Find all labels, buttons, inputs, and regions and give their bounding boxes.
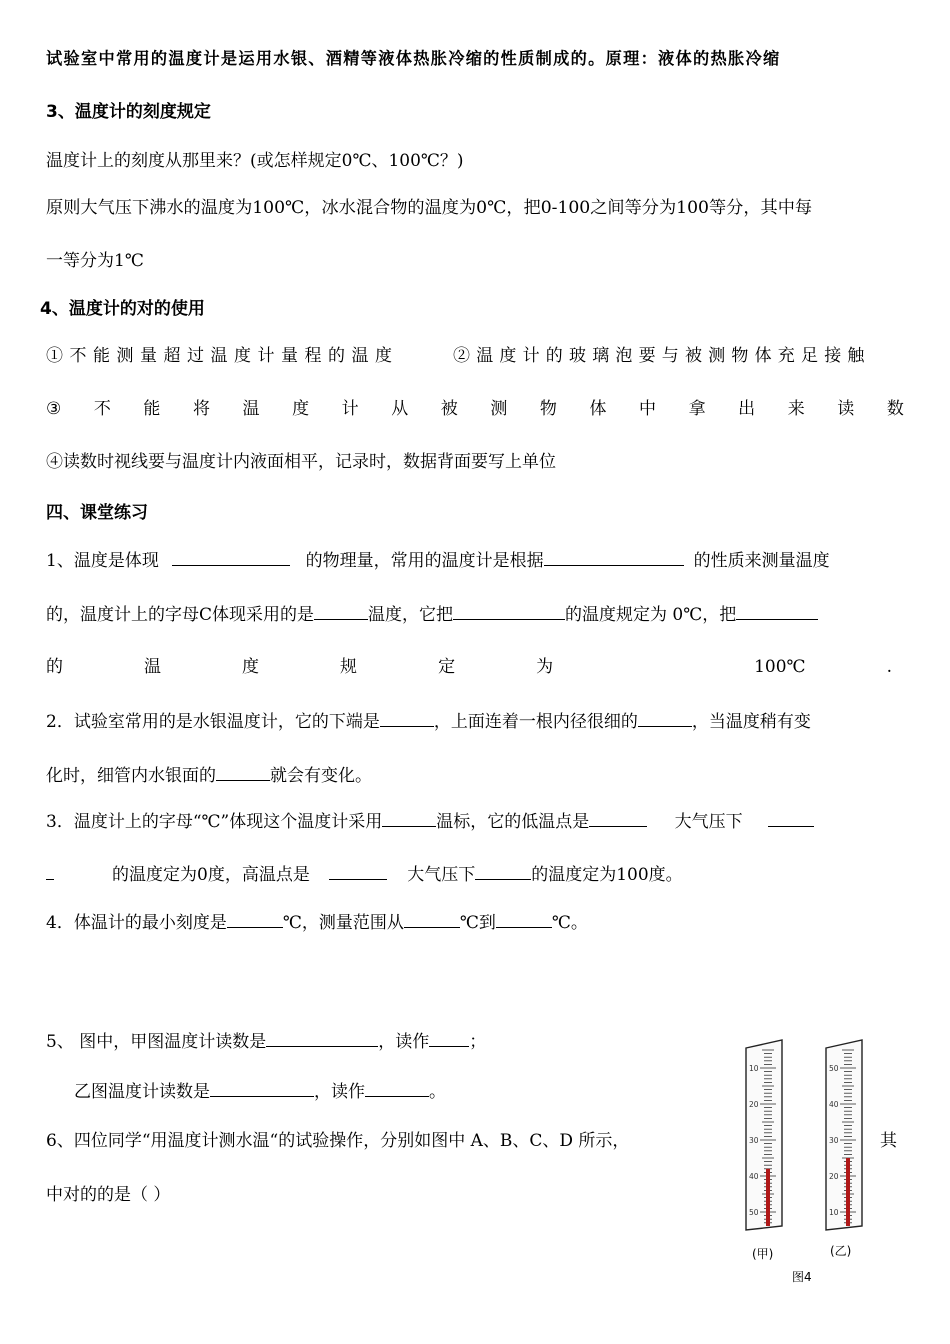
left-thermometer-scale-label-30: 30 [749, 1136, 759, 1145]
right-thermometer-scale-label-20: 20 [829, 1172, 839, 1181]
question-6-line1-end: 其 [880, 1131, 897, 1151]
rule-2: ②温度计的玻璃泡要与被测物体充足接触 [453, 346, 871, 366]
section-3-answer-line1: 原则大气压下沸水的温度为100℃，冰水混合物的温度为0℃，把0-100之间等分为100等分，其中每 [46, 198, 813, 218]
blank[interactable] [496, 911, 552, 928]
blank[interactable] [589, 810, 647, 827]
question-1-line3: 的 温 度 规 定 为 100℃ . [46, 657, 892, 677]
practice-heading: 四、课堂练习 [46, 503, 148, 523]
section-3-question: 温度计上的刻度从那里来？(或怎样规定0℃、100℃？) [46, 151, 464, 171]
question-3-line2: 的温度定为0度，高温点是 大气压下 的温度定为100度。 [46, 863, 683, 886]
rule-1: ①不能测量超过温度计量程的温度 [46, 346, 399, 366]
right-thermometer-mercury [846, 1158, 850, 1226]
left-thermometer-label: (甲) [752, 1247, 774, 1261]
question-2-line2: 化时，细管内水银面的 就会有变化。 [46, 766, 372, 786]
left-thermometer-scale-label-50: 50 [749, 1208, 759, 1217]
question-5-line2: 乙图温度计读数是 ，读作 。 [74, 1082, 446, 1102]
question-5-line1: 5、 图中，甲图温度计读数是 ，读作 ； [46, 1032, 487, 1052]
question-6-line1: 6、四位同学“用温度计测水温“的试验操作，分别如图中 A、B、C、D 所示， [46, 1131, 630, 1151]
blank[interactable] [365, 1080, 429, 1097]
blank[interactable] [475, 863, 531, 880]
blank[interactable] [216, 764, 270, 781]
blank[interactable] [429, 1030, 469, 1047]
right-thermometer-scale-label-50: 50 [829, 1064, 839, 1073]
blank[interactable] [46, 863, 54, 880]
left-thermometer-scale-label-20: 20 [749, 1100, 759, 1109]
figure-caption: 图4 [792, 1270, 812, 1284]
blank[interactable] [768, 810, 814, 827]
left-thermometer-scale-label-40: 40 [749, 1172, 759, 1181]
blank[interactable] [453, 603, 565, 620]
question-4: 4．体温计的最小刻度是 ℃，测量范围从 ℃到 ℃。 [46, 913, 588, 933]
blank[interactable] [382, 810, 436, 827]
blank[interactable] [227, 911, 283, 928]
figure-4 [738, 1030, 878, 1290]
question-3-line1: 3．温度计上的字母“℃”体现这个温度计采用 温标，它的低温点是 大气压下 [46, 810, 814, 833]
question-2-line1: 2．试验室常用的是水银温度计，它的下端是 ，上面连着一根内径很细的 ，当温度稍有变 [46, 712, 811, 732]
intro-line: 试验室中常用的温度计是运用水银、酒精等液体热胀冷缩的性质制成的。原理：液体的热胀冷缩 [46, 49, 781, 68]
blank[interactable] [314, 603, 368, 620]
blank[interactable] [544, 549, 684, 566]
thermometers-figure [738, 1030, 878, 1260]
left-thermometer-mercury [766, 1169, 770, 1226]
right-thermometer-scale-label-30: 30 [829, 1136, 839, 1145]
question-1-line1: 1、温度是体现 的物理量，常用的温度计是根据 的性质来测量温度 [46, 551, 830, 571]
right-thermometer-scale-label-10: 10 [829, 1208, 839, 1217]
blank[interactable] [329, 863, 387, 880]
blank[interactable] [210, 1080, 314, 1097]
rule-4: ④读数时视线要与温度计内液面相平，记录时，数据背面要写上单位 [46, 452, 556, 472]
rule-3: ③ 不 能 将 温 度 计 从 被 测 物 体 中 拿 出 来 读 数 [46, 399, 904, 419]
blank[interactable] [638, 710, 692, 727]
right-thermometer-label: (乙) [830, 1244, 852, 1258]
blank[interactable] [404, 911, 460, 928]
right-thermometer-scale-label-40: 40 [829, 1100, 839, 1109]
section-3-answer-line2: 一等分为1℃ [46, 251, 144, 271]
section-3-heading: 3、温度计的刻度规定 [46, 102, 211, 122]
blank[interactable] [266, 1030, 378, 1047]
blank[interactable] [380, 710, 434, 727]
section-4-heading: 4、温度计的对的使用 [40, 299, 205, 319]
left-thermometer-scale-label-10: 10 [749, 1064, 759, 1073]
question-6-line2: 中对的的是（ ） [46, 1185, 171, 1205]
blank[interactable] [172, 549, 290, 566]
question-1-line2: 的，温度计上的字母C体现采用的是 温度，它把 的温度规定为 0℃，把 [46, 603, 818, 626]
blank[interactable] [736, 603, 818, 620]
